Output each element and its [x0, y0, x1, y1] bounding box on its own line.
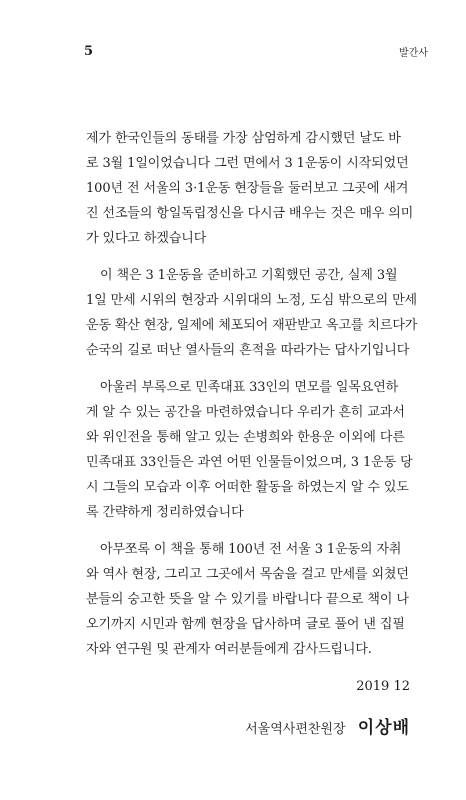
signer-title: 서울역사편찬원장 — [245, 722, 346, 737]
text-line: 와 위인전을 통해 알고 있는 손병희와 한용운 이외에 다른 — [86, 430, 405, 445]
text-line: 자와 연구원 및 관계자 여러분들에게 감사드립니다. — [86, 642, 372, 657]
signature — [245, 713, 410, 738]
text-line: 순국의 길로 떠난 열사들의 흔적을 따라가는 답사기입니다 — [86, 343, 410, 358]
text-line: 1일 만세 시위의 현장과 시위대의 노정, 도심 밖으로의 만세 — [86, 293, 417, 308]
paragraph-2 — [86, 263, 418, 363]
text-line: 게 알 수 있는 공간을 마련하였습니다 우리가 흔히 교과서 — [86, 405, 405, 420]
text-line: 100년 전 서울의 3·1운동 현장들을 둘러보고 그곳에 새겨 — [86, 181, 409, 196]
text-line: 분들의 숭고한 뜻을 알 수 있기를 바랍니다 끝으로 책이 나 — [86, 592, 409, 607]
text-line: 제가 한국인들의 동태를 가장 삼엄하게 감시했던 날도 바 — [86, 131, 401, 146]
paragraph-3 — [86, 375, 414, 525]
text-line: 록 간략하게 정리하였습니다 — [86, 505, 244, 520]
body-text — [86, 126, 418, 674]
text-line: 로 3월 1일이었습니다 그런 면에서 3 1운동이 시작되었던 — [86, 156, 409, 171]
page-number: 5 — [84, 44, 94, 59]
paragraph-1 — [86, 126, 414, 251]
signer-name: 이상배 — [357, 718, 410, 738]
text-line: 가 있다고 하겠습니다 — [86, 231, 207, 246]
section-title: 발간사 — [399, 48, 428, 59]
closing-date: 2019 12 — [356, 679, 410, 694]
text-line: 아무쪼록 이 책을 통해 100년 전 서울 3 1운동의 자취 — [100, 542, 402, 557]
text-line: 이 책은 3 1운동을 준비하고 기획했던 공간, 실제 3월 — [100, 268, 398, 283]
text-line: 시 그들의 모습과 이후 어떠한 활동을 하였는지 알 수 있도 — [86, 480, 409, 495]
text-line: 와 역사 현장, 그리고 그곳에서 목숨을 걸고 만세를 외쳤던 — [86, 567, 409, 582]
text-line: 운동 확산 현장, 일제에 체포되어 재판받고 옥고를 치르다가 — [86, 318, 418, 333]
text-line: 민족대표 33인들은 과연 어떤 인물들이었으며, 3 1운동 당 — [86, 455, 413, 470]
text-line: 진 선조들의 항일독립정신을 다시금 배우는 것은 매우 의미 — [86, 206, 414, 221]
text-line: 아울러 부록으로 민족대표 33인의 면모를 일목요연하 — [100, 380, 399, 395]
paragraph-4 — [86, 537, 414, 662]
text-line: 오기까지 시민과 함께 현장을 답사하며 글로 풀어 낸 집필 — [86, 617, 405, 632]
